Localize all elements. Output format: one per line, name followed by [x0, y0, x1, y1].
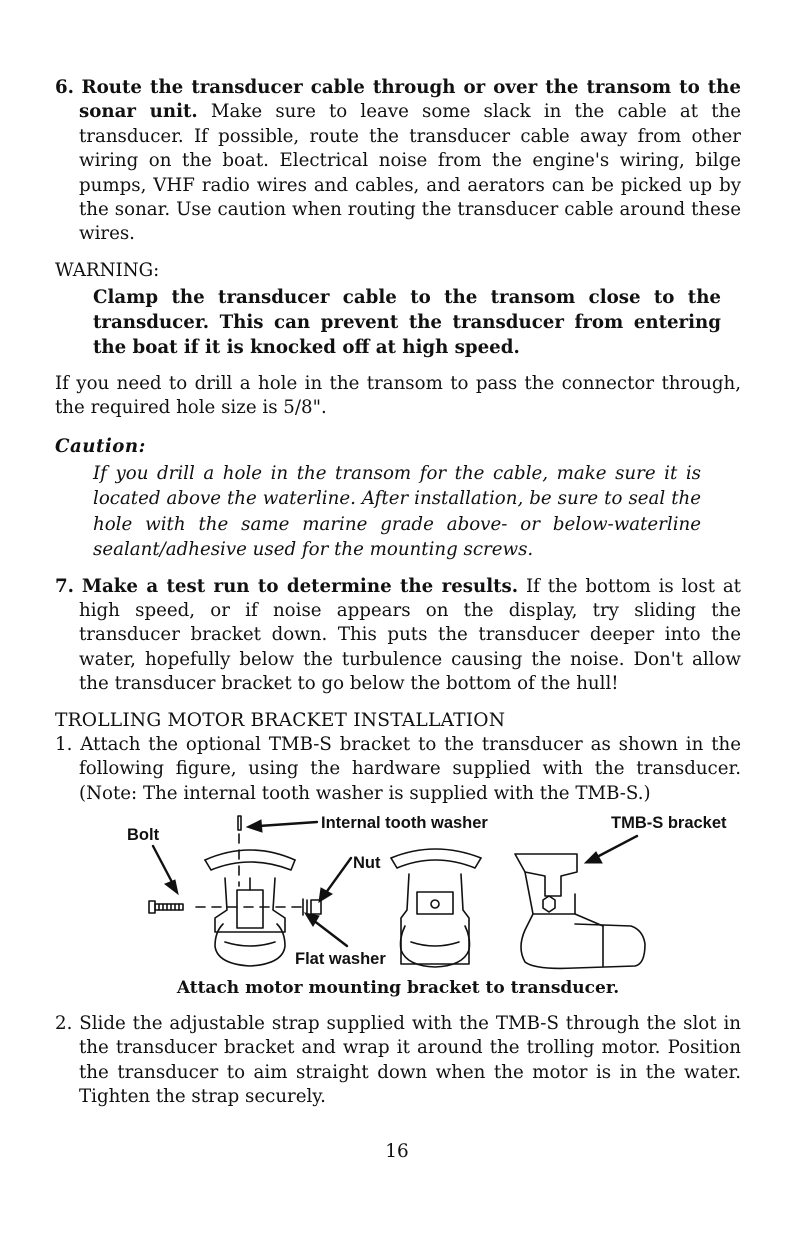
- tooth-washer-arrow: [247, 820, 317, 832]
- step-7-body: If the bottom is lost at high speed, or if noise appears on the display, try sliding the transducer bracket down. This puts the transducer deeper into the water, hopefully below the turbulence causing the noise. Don't allow the transducer bracket to go below the bottom of the hull!: [79, 575, 741, 695]
- label-tmb-s-bracket: TMB-S bracket: [611, 813, 727, 832]
- exploded-transducer-icon: [205, 850, 295, 966]
- alignment-line: [196, 834, 303, 907]
- label-flat-washer: Flat washer: [295, 949, 386, 968]
- tmb-s-bracket-side-view-icon: [515, 854, 645, 968]
- warning-text: Clamp the transducer cable to the transom close to the transducer. This can prevent the transducer from entering the boat if it is knocked off at high speed.: [93, 286, 721, 358]
- warning-label: WARNING:: [55, 259, 160, 281]
- tmb-step-1-text: Attach the optional TMB-S bracket to the transducer as shown in the following figure, using the hardware supplied with the transducer. (Note: The internal tooth washer is supplied with the TMB-S.): [79, 733, 741, 804]
- tmb-step-2-number: 2.: [55, 1012, 73, 1034]
- assembled-transducer-icon: [391, 849, 481, 967]
- label-nut: Nut: [353, 853, 381, 872]
- caution-text: If you drill a hole in the transom for the cable, make sure it is located above the waterline. After installation, be sure to seal the hole with the same marine grade above- or below-waterline sealant/adhesive used for the mounting screws.: [93, 462, 701, 561]
- bolt-icon: [149, 901, 183, 913]
- step-6-lead: Route the transducer cable through or over the transom to the sonar unit.: [79, 77, 741, 123]
- bracket-figure: [55, 814, 741, 972]
- step-7: [55, 575, 741, 697]
- step-6-body: Make sure to leave some slack in the cable at the transducer. If possible, route the transducer cable away from other wiring on the boat. Electrical noise from the engine's wiring, bilge pumps, VHF radio wires and cables, and aerators can be picked up by the sonar. Use caution when routing the transducer cable around these wires.: [79, 101, 741, 245]
- label-bolt: Bolt: [127, 825, 160, 844]
- tmb-s-bracket-arrow: [585, 836, 637, 863]
- label-internal-tooth-washer: Internal tooth washer: [321, 813, 488, 832]
- step-6: [55, 76, 741, 247]
- tooth-washer-icon: [238, 816, 241, 830]
- figure-caption: Attach motor mounting bracket to transducer.: [176, 977, 620, 998]
- tmb-step-1: [55, 733, 741, 806]
- bolt-arrow: [153, 846, 178, 894]
- caution-label: Caution:: [55, 435, 146, 457]
- step-6-number: 6.: [55, 77, 74, 98]
- tmb-step-1-number: 1.: [55, 733, 73, 755]
- flat-washer-arrow: [305, 913, 347, 946]
- nut-arrow: [319, 858, 351, 902]
- step-7-lead: Make a test run to determine the results.: [81, 575, 519, 597]
- manual-page: [55, 72, 741, 1110]
- bracket-diagram: [55, 814, 741, 972]
- hole-size-note: If you need to drill a hole in the transom to pass the connector through, the required hole size is 5/8".: [55, 372, 741, 419]
- step-7-number: 7.: [55, 575, 74, 597]
- section-heading: TROLLING MOTOR BRACKET INSTALLATION: [55, 709, 506, 731]
- tmb-step-2: [55, 1012, 741, 1110]
- tmb-step-2-text: Slide the adjustable strap supplied with the TMB-S through the slot in the transducer bracket and wrap it around the trolling motor. Position the transducer to aim straight down when the motor is in the water. Tighten the strap securely.: [79, 1012, 741, 1108]
- page-number: 16: [385, 1141, 409, 1162]
